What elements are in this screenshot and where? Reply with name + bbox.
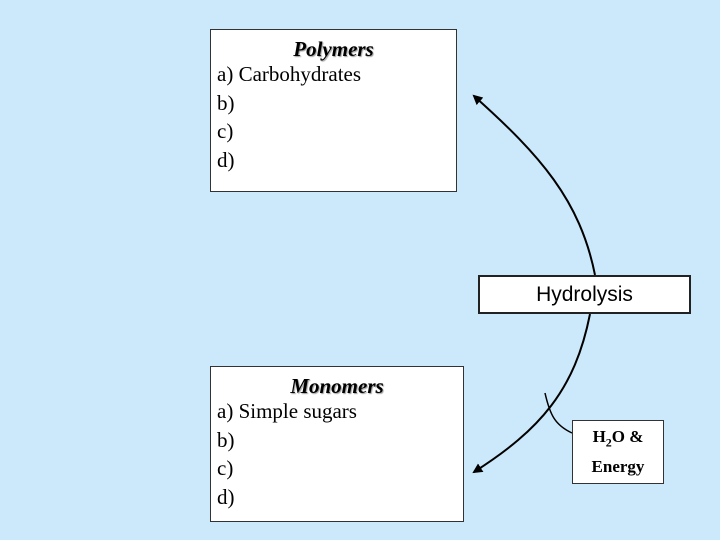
monomers-item-b: b) <box>217 427 235 452</box>
monomers-box <box>210 366 464 522</box>
energy-label: Energy <box>591 456 645 476</box>
polymers-item-c: c) <box>217 119 234 143</box>
hydrolysis-label-box <box>478 275 691 314</box>
water-formula: $H_2O$ & <box>592 427 644 450</box>
monomers-title: Monomers <box>290 374 384 398</box>
polymers-title: Polymers <box>293 37 374 61</box>
polymers-list <box>211 60 456 174</box>
monomers-item-a: a) Simple sugars <box>217 399 357 423</box>
water-energy-box <box>572 420 664 484</box>
monomers-item-c: c) <box>217 456 234 480</box>
monomers-item-d: d) <box>217 484 235 509</box>
polymers-item-b: b) <box>217 90 235 115</box>
polymers-box <box>210 29 457 192</box>
polymers-item-d: d) <box>217 147 235 172</box>
hydrolysis-label: Hydrolysis <box>536 282 633 306</box>
polymers-item-a: a) Carbohydrates <box>217 62 362 86</box>
arrow-to-polymers <box>474 96 595 275</box>
water-connector <box>545 393 572 433</box>
monomers-list <box>211 397 463 511</box>
